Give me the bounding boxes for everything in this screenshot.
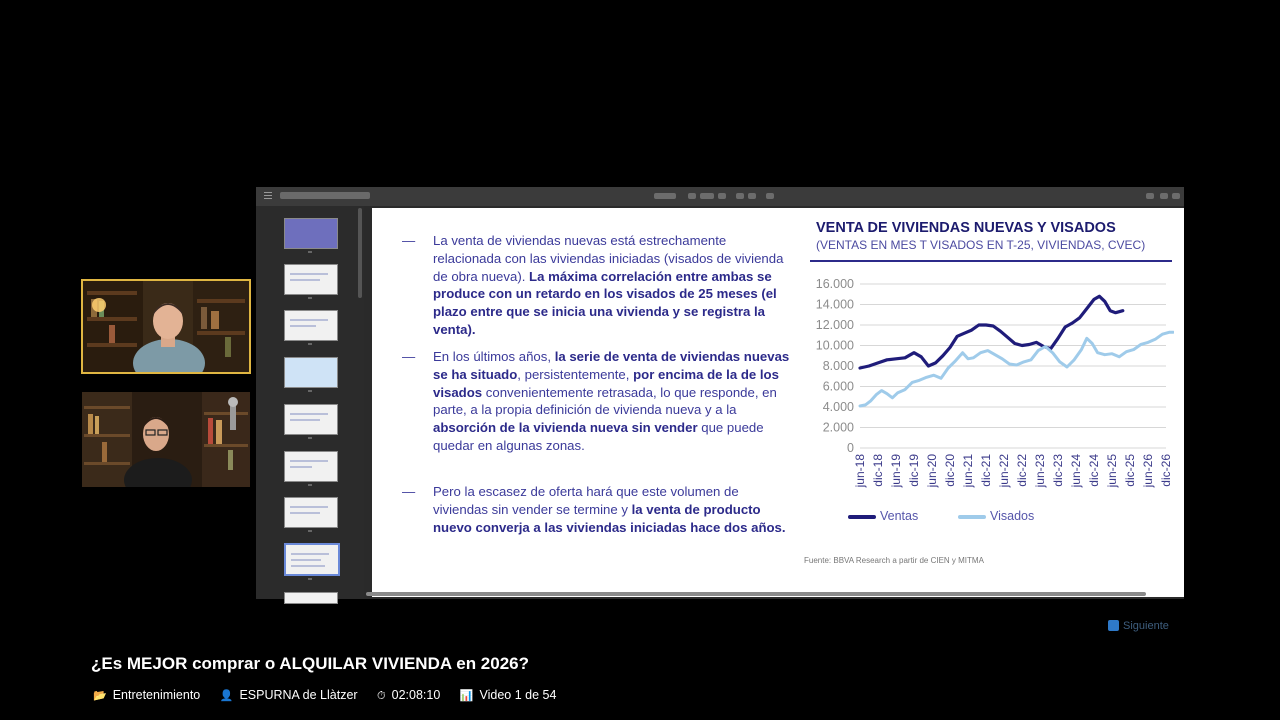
skip-forward-icon <box>1108 620 1119 631</box>
x-tick-label: jun-24 <box>1069 454 1083 488</box>
page-thumbnail[interactable] <box>284 497 338 528</box>
document-filename <box>280 192 370 199</box>
x-tick-label: dic-23 <box>1051 454 1065 487</box>
next-label: Siguiente <box>1123 620 1169 632</box>
chart-subtitle: (VENTAS EN MES T VISADOS EN T-25, VIVIENDAS, CVEC) <box>816 238 1146 252</box>
stopwatch-icon: ⏱ <box>377 690 386 702</box>
bullet-2-segment: , persistentemente, <box>517 366 634 382</box>
chart-source: Fuente: BBVA Research a partir de CIEN y MITMA <box>804 556 984 565</box>
bullet-3-text <box>433 483 793 536</box>
bar-chart-icon: 📊 <box>459 690 474 702</box>
x-tick-label: dic-25 <box>1123 454 1137 487</box>
x-tick-label: dic-19 <box>907 454 921 487</box>
zoom-out-icon[interactable] <box>688 193 696 199</box>
bullet-3-segment: Pero la escasez de oferta hará que este volumen de viviendas sin vender se termine y <box>433 484 739 517</box>
bullet-1-segment: La máxima correlación entre ambas se produce con un retardo en los visados de 25 meses (el plazo entre que se inicia una vivienda y se registra la venta). <box>433 268 777 337</box>
bullet-2-text <box>433 348 793 455</box>
y-tick-label: 16.000 <box>815 277 854 291</box>
bullet-2-segment: por encima de la de los visados <box>433 366 779 400</box>
page-indicator[interactable] <box>654 193 676 199</box>
y-tick-label: 2.000 <box>822 420 854 435</box>
user-icon: 👤 <box>219 690 234 702</box>
pdf-viewer-toolbar <box>256 187 1184 206</box>
bullet-1-segment: La venta de viviendas nuevas está estrechamente relacionada con las viviendas iniciadas (visados de vivienda de obra nueva). <box>433 233 784 284</box>
x-tick-label: dic-21 <box>979 454 993 487</box>
channel-label: ESPURNA de Llàtzer <box>239 688 358 702</box>
page-thumbnails <box>256 206 364 599</box>
page-thumbnail-current[interactable] <box>284 543 340 576</box>
x-tick-label: dic-22 <box>1015 454 1029 487</box>
legend-visados <box>958 509 1034 525</box>
thumbnail-scrollbar[interactable] <box>358 208 362 298</box>
position-label: Video 1 de 54 <box>479 688 557 702</box>
series-line-ventas <box>860 296 1123 368</box>
playlist-position <box>460 688 557 702</box>
draw-icon[interactable] <box>766 193 774 199</box>
legend-ventas <box>848 509 918 525</box>
y-tick-label: 4.000 <box>822 400 854 414</box>
bullet-1: — La venta de viviendas nuevas está estrechamente relacionada con las viviendas iniciadas (visados de vivienda de obra nueva). La máxima correlación entre ambas se produce con un retardo en los visados de 25 meses (el plazo entre que se inicia una vivienda y se registra la venta). <box>402 232 782 340</box>
y-tick-label: 6.000 <box>822 379 854 394</box>
slide-page <box>372 208 1184 597</box>
bullet-1-text <box>433 232 793 339</box>
x-tick-label: jun-22 <box>997 454 1011 488</box>
horizontal-scrollbar[interactable] <box>366 592 1146 596</box>
download-icon[interactable] <box>1160 193 1168 199</box>
category-label: Entretenimiento <box>112 688 201 702</box>
y-tick-label: 12.000 <box>815 318 854 332</box>
bullet-2-segment: En los últimos años, <box>433 349 555 364</box>
duration <box>377 688 440 703</box>
zoom-in-icon[interactable] <box>718 193 726 199</box>
bullet-2-segment: convenientemente retrasada, lo que responde, en parte, a la propia definición de vivienda nueva y a la <box>433 384 777 418</box>
page-thumbnail[interactable] <box>284 310 338 341</box>
guest-webcam <box>82 392 250 487</box>
rotate-icon[interactable] <box>748 193 756 199</box>
bullet-2-segment: la serie de venta de viviendas nuevas se ha situado <box>433 349 790 382</box>
x-tick-label: jun-19 <box>889 454 903 488</box>
x-tick-label: jun-20 <box>925 454 939 488</box>
duration-label: 02:08:10 <box>391 688 441 702</box>
page-thumbnail[interactable] <box>284 592 338 604</box>
legend-label: Visados <box>990 509 1035 523</box>
x-tick-label: dic-26 <box>1159 454 1173 487</box>
folder-icon: 📂 <box>93 690 107 702</box>
x-tick-label: jun-18 <box>853 454 867 488</box>
channel[interactable] <box>220 688 358 702</box>
y-tick-label: 8.000 <box>822 359 854 373</box>
y-tick-label: 0 <box>847 441 854 455</box>
x-tick-label: dic-24 <box>1087 454 1101 487</box>
x-tick-label: jun-25 <box>1105 454 1119 488</box>
print-icon[interactable] <box>1146 193 1154 199</box>
page-thumbnail[interactable] <box>284 404 338 435</box>
bullet-3: — Pero la escasez de oferta hará que este volumen de viviendas sin vender se termine y la venta de producto nuevo converja a las viviendas iniciadas hace dos años. <box>402 483 782 555</box>
x-tick-label: jun-21 <box>961 454 975 488</box>
line-chart <box>804 266 1174 536</box>
bullet-2-segment: absorción de la vivienda nueva sin vender <box>433 420 698 436</box>
fit-page-icon[interactable] <box>736 193 744 199</box>
zoom-level[interactable] <box>700 193 714 199</box>
page-thumbnail[interactable] <box>284 218 338 249</box>
bullet-3-segment: la venta de producto nuevo converja a las viviendas iniciadas hace dos años. <box>433 501 786 535</box>
page-thumbnail[interactable] <box>284 357 338 388</box>
more-options-icon[interactable] <box>1172 193 1180 199</box>
legend-swatch <box>958 515 986 519</box>
video-meta <box>93 688 572 703</box>
category <box>93 688 200 702</box>
bullet-2: — En los últimos años, la serie de venta de viviendas nuevas se ha situado, persistentemente, por encima de la de los visados convenientemente retrasada, lo que responde, en parte, a la propia definición de vivienda nueva y a la absorción de la vivienda nueva sin vender que puede quedar en algunas zonas. <box>402 348 782 474</box>
legend-swatch <box>848 515 876 519</box>
y-tick-label: 14.000 <box>815 297 854 312</box>
menu-icon[interactable] <box>264 192 272 200</box>
page-thumbnail[interactable] <box>284 451 338 482</box>
y-tick-label: 10.000 <box>815 338 854 353</box>
x-tick-label: jun-26 <box>1141 454 1155 488</box>
chart-title-rule <box>810 260 1172 262</box>
x-tick-label: dic-18 <box>871 454 885 487</box>
x-tick-label: jun-23 <box>1033 454 1047 488</box>
page-thumbnail[interactable] <box>284 264 338 295</box>
bullet-2-segment: que puede quedar en algunas zonas. <box>433 420 764 453</box>
next-video-button[interactable] <box>1108 620 1169 632</box>
host-webcam <box>81 279 251 374</box>
screen-share-window <box>256 187 1184 599</box>
chart-title: VENTA DE VIVIENDAS NUEVAS Y VISADOS <box>816 220 1116 236</box>
legend-label: Ventas <box>880 509 919 523</box>
video-title: ¿Es MEJOR comprar o ALQUILAR VIVIENDA en 2026? <box>91 654 529 673</box>
x-tick-label: dic-20 <box>943 454 957 487</box>
